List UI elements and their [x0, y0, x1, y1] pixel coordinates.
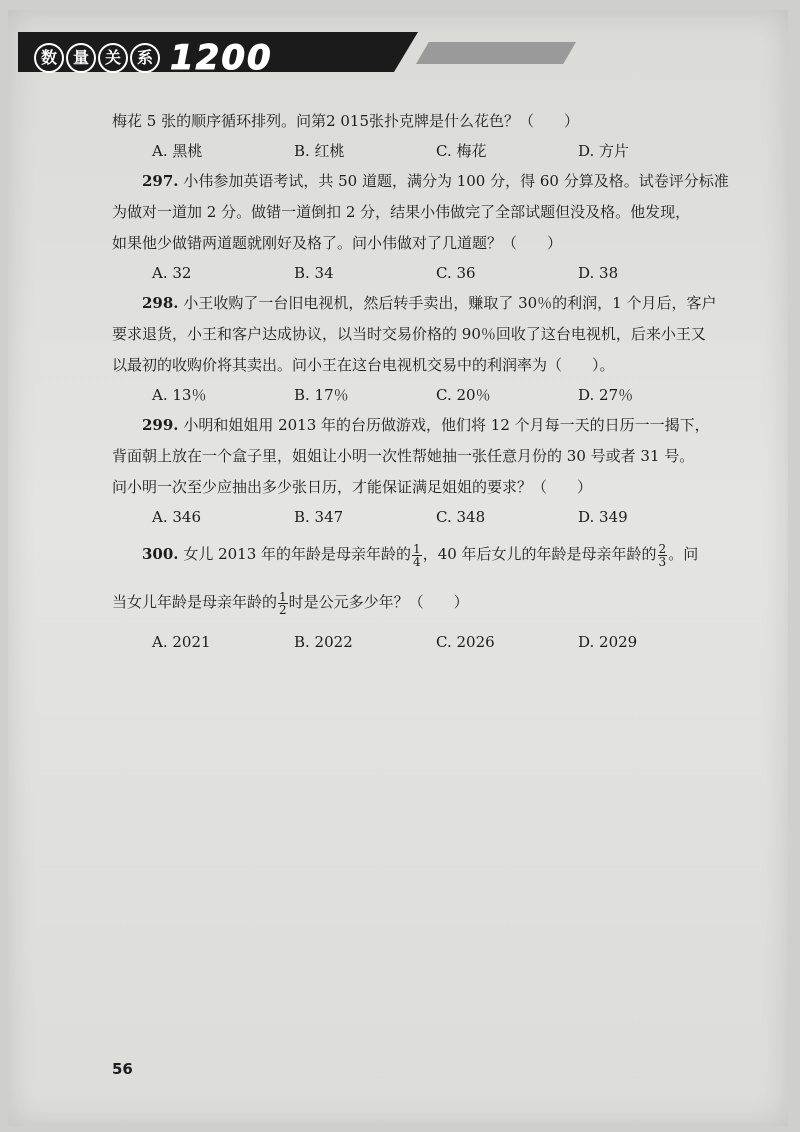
- option-d: D. 方片: [578, 142, 630, 160]
- option-c: C. 20％: [436, 386, 491, 404]
- options-row: [112, 507, 752, 527]
- options-row: [112, 632, 752, 652]
- question-text-part: ，40 年后女儿的年龄是母亲年龄的: [422, 545, 657, 563]
- option-c: C. 2026: [436, 633, 495, 651]
- fraction: [278, 591, 288, 616]
- option-b: B. 17％: [294, 386, 349, 404]
- page-number: 56: [112, 1060, 133, 1078]
- question-line: 背面朝上放在一个盒子里，姐姐让小明一次性帮她抽一张任意月份的 30 号或者 31 号。: [112, 447, 695, 465]
- question-line: 问小明一次至少应抽出多少张日历，才能保证满足姐姐的要求？（ ）: [112, 478, 593, 496]
- fraction-denominator: 4: [413, 554, 421, 569]
- question-line: 小王收购了一台旧电视机，然后转手卖出，赚取了 30％的利润，1 个月后，客户: [183, 294, 717, 312]
- fraction-numerator: 2: [658, 541, 667, 556]
- question-text: [112, 536, 752, 572]
- option-a: A. 黑桃: [152, 142, 203, 160]
- title-char: 系: [130, 43, 160, 73]
- title-char: 数: [34, 43, 64, 73]
- question-line: 如果他少做错两道题就刚好及格了。问小伟做对了几道题？（ ）: [112, 234, 563, 252]
- question-300: [112, 536, 752, 652]
- question-number: 300.: [142, 545, 179, 563]
- option-c: C. 梅花: [436, 142, 487, 160]
- question-299: [112, 414, 752, 527]
- fraction-denominator: 2: [279, 602, 287, 617]
- question-text: [112, 292, 752, 314]
- question-text: [112, 170, 752, 192]
- fraction-numerator: 1: [413, 541, 421, 556]
- question-number: 298.: [142, 294, 179, 312]
- question-line: 以最初的收购价将其卖出。问小王在这台电视机交易中的利润率为（ ）。: [112, 356, 615, 374]
- option-d: D. 349: [578, 508, 628, 526]
- title-circled-chars: [34, 43, 160, 73]
- question-number: 299.: [142, 416, 179, 434]
- option-c: C. 36: [436, 264, 476, 282]
- question-line: 小伟参加英语考试，共 50 道题，满分为 100 分，得 60 分算及格。试卷评分标准: [183, 172, 729, 190]
- question-298: [112, 292, 752, 405]
- options-row: [112, 385, 752, 405]
- fraction-numerator: 1: [279, 589, 287, 604]
- question-text: [112, 414, 752, 436]
- question-number: 297.: [142, 172, 179, 190]
- question-text-part: 。问: [668, 545, 699, 563]
- option-c: C. 348: [436, 508, 486, 526]
- title-char: 关: [98, 43, 128, 73]
- title-number: 1200: [170, 38, 273, 78]
- option-b: B. 红桃: [294, 142, 345, 160]
- question-text: [112, 584, 752, 620]
- title-char: 量: [66, 43, 96, 73]
- options-row: [112, 141, 752, 161]
- book-page: [8, 10, 788, 1126]
- question-line: 为做对一道加 2 分。做错一道倒扣 2 分，结果小伟做完了全部试题但没及格。他发现，: [112, 203, 691, 221]
- question-text-part: 女儿 2013 年的年龄是母亲年龄的: [183, 545, 412, 563]
- option-d: D. 27％: [578, 386, 634, 404]
- fraction: [412, 543, 422, 568]
- header-stripe: [416, 42, 576, 64]
- question-text-part: 时是公元多少年？（ ）: [288, 593, 469, 611]
- option-d: D. 38: [578, 264, 619, 282]
- fraction-denominator: 3: [658, 554, 667, 569]
- question-line: 要求退货，小王和客户达成协议，以当时交易价格的 90％回收了这台电视机，后来小王又: [112, 325, 706, 343]
- option-a: A. 346: [152, 508, 201, 526]
- book-title: [34, 38, 273, 78]
- option-b: B. 347: [294, 508, 344, 526]
- question-text-part: 当女儿年龄是母亲年龄的: [112, 593, 278, 611]
- option-b: B. 2022: [294, 633, 353, 651]
- option-a: A. 2021: [152, 633, 211, 651]
- question-line: 小明和姐姐用 2013 年的台历做游戏，他们将 12 个月每一天的日历一一揭下，: [183, 416, 710, 434]
- options-row: [112, 263, 752, 283]
- option-a: A. 32: [152, 264, 192, 282]
- option-b: B. 34: [294, 264, 334, 282]
- option-d: D. 2029: [578, 633, 638, 651]
- question-296: [112, 110, 752, 161]
- questions: [112, 110, 752, 661]
- option-a: A. 13％: [152, 386, 207, 404]
- fraction: [658, 543, 668, 568]
- question-text: 梅花 5 张的顺序循环排列。问第2 015张扑克牌是什么花色？（ ）: [112, 112, 580, 130]
- question-297: [112, 170, 752, 283]
